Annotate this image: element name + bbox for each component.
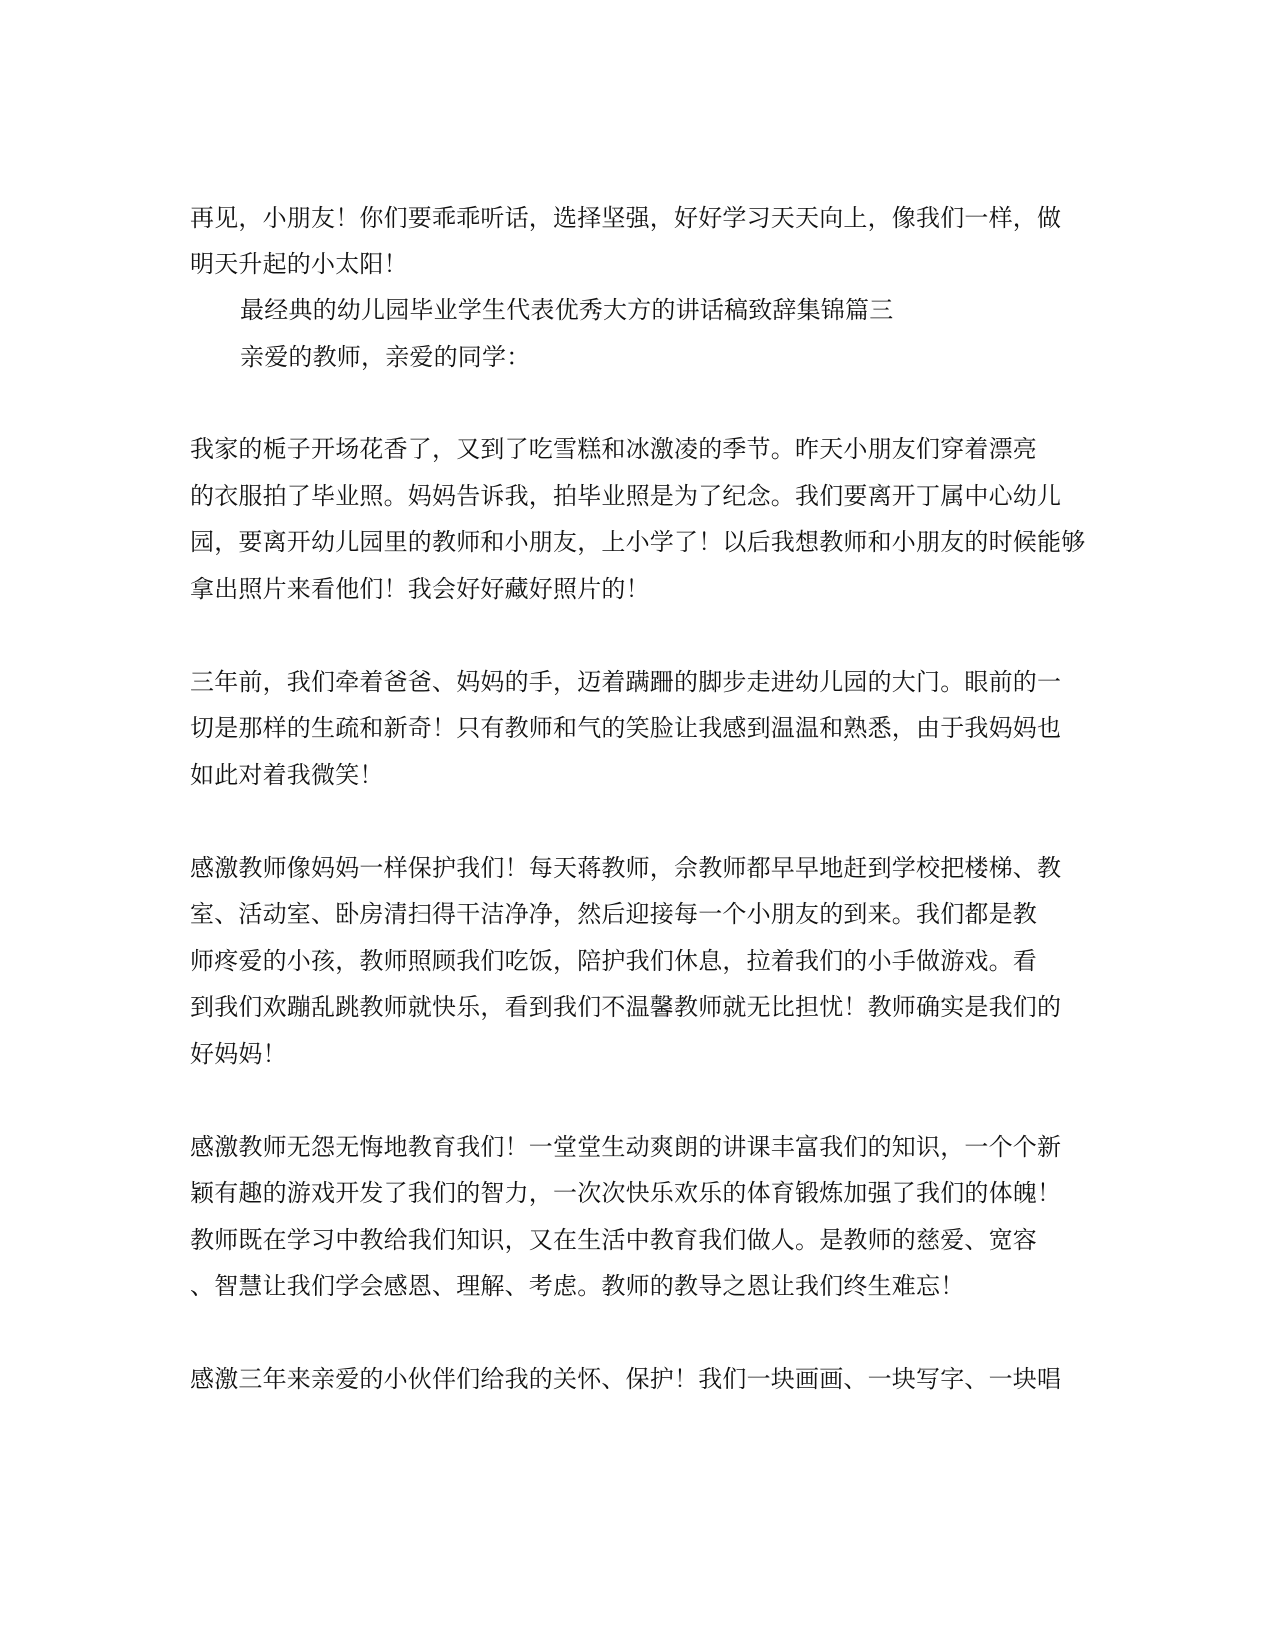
paragraph-line: 园，要离开幼儿园里的教师和小朋友，上小学了！以后我想教师和小朋友的时候能够 (190, 528, 1086, 556)
paragraph-line: 、智慧让我们学会感恩、理解、考虑。教师的教导之恩让我们终生难忘！ (190, 1272, 965, 1300)
paragraph-line: 切是那样的生疏和新奇！只有教师和气的笑脸让我感到温温和熟悉，由于我妈妈也 (190, 714, 1062, 742)
paragraph-line: 的衣服拍了毕业照。妈妈告诉我，拍毕业照是为了纪念。我们要离开丁属中心幼儿 (190, 482, 1062, 510)
paragraph-line: 感激三年来亲爱的小伙伴们给我的关怀、保护！我们一块画画、一块写字、一块唱 (190, 1365, 1062, 1393)
paragraph-line: 感激教师无怨无悔地教育我们！一堂堂生动爽朗的讲课丰富我们的知识，一个个新 (190, 1133, 1062, 1161)
salutation: 亲爱的教师，亲爱的同学： (240, 343, 531, 371)
text-line: 明天升起的小太阳！ (190, 250, 408, 278)
paragraph-line: 教师既在学习中教给我们知识，又在生活中教育我们做人。是教师的慈爱、宽容 (190, 1226, 1037, 1254)
paragraph-line: 三年前，我们牵着爸爸、妈妈的手，迈着蹒跚的脚步走进幼儿园的大门。眼前的一 (190, 668, 1062, 696)
section-heading: 最经典的幼儿园毕业学生代表优秀大方的讲话稿致辞集锦篇三 (240, 296, 894, 324)
paragraph-line: 颖有趣的游戏开发了我们的智力，一次次快乐欢乐的体育锻炼加强了我们的体魄！ (190, 1179, 1062, 1207)
paragraph-line: 我家的栀子开场花香了，又到了吃雪糕和冰激凌的季节。昨天小朋友们穿着漂亮 (190, 435, 1037, 463)
paragraph-line: 好妈妈！ (190, 1040, 287, 1068)
paragraph-line: 拿出照片来看他们！我会好好藏好照片的！ (190, 575, 650, 603)
paragraph-line: 室、活动室、卧房清扫得干洁净净，然后迎接每一个小朋友的到来。我们都是教 (190, 900, 1037, 928)
paragraph-line: 到我们欢蹦乱跳教师就快乐，看到我们不温馨教师就无比担忧！教师确实是我们的 (190, 993, 1062, 1021)
paragraph-line: 感激教师像妈妈一样保护我们！每天蒋教师，佘教师都早早地赶到学校把楼梯、教 (190, 854, 1062, 882)
text-line: 再见，小朋友！你们要乖乖听话，选择坚强，好好学习天天向上，像我们一样，做 (190, 204, 1062, 232)
paragraph-line: 师疼爱的小孩，教师照顾我们吃饭，陪护我们休息，拉着我们的小手做游戏。看 (190, 947, 1037, 975)
paragraph-line: 如此对着我微笑！ (190, 761, 384, 789)
